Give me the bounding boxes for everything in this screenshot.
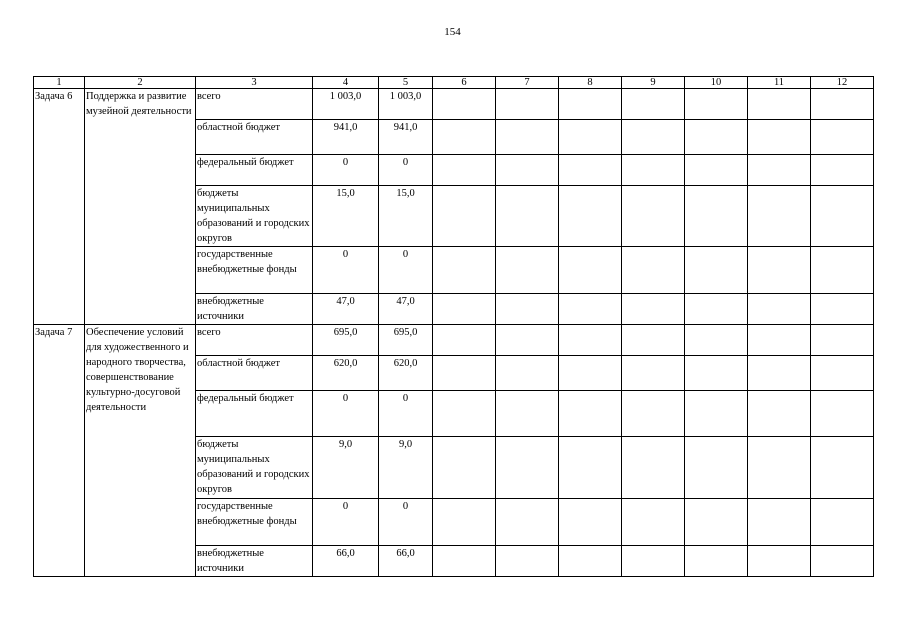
value-col-5: 9,0 (379, 437, 433, 499)
column-header: 12 (811, 77, 874, 89)
empty-cell (685, 89, 748, 120)
empty-cell (748, 120, 811, 155)
funding-source: внебюджетные источники (196, 294, 313, 325)
empty-cell (433, 499, 496, 546)
table-row (34, 89, 874, 120)
column-header: 3 (196, 77, 313, 89)
funding-source: областной бюджет (196, 120, 313, 155)
value-col-4: 0 (313, 247, 379, 294)
value-col-4: 695,0 (313, 325, 379, 356)
funding-source: государственные внебюджетные фонды (196, 499, 313, 546)
empty-cell (433, 437, 496, 499)
empty-cell (748, 546, 811, 577)
empty-cell (559, 247, 622, 294)
value-col-4: 1 003,0 (313, 89, 379, 120)
empty-cell (811, 120, 874, 155)
empty-cell (496, 499, 559, 546)
empty-cell (811, 294, 874, 325)
empty-cell (685, 391, 748, 437)
funding-source: федеральный бюджет (196, 391, 313, 437)
empty-cell (811, 391, 874, 437)
funding-source: всего (196, 89, 313, 120)
value-col-4: 0 (313, 391, 379, 437)
empty-cell (559, 186, 622, 247)
empty-cell (559, 391, 622, 437)
task-title: Обеспечение условий для художественного и народного творчества, совершенствование культурно-досуговой деятельности (85, 325, 196, 577)
column-header: 6 (433, 77, 496, 89)
column-header: 1 (34, 77, 85, 89)
empty-cell (622, 155, 685, 186)
empty-cell (433, 546, 496, 577)
empty-cell (748, 155, 811, 186)
empty-cell (685, 155, 748, 186)
funding-source: бюджеты муниципальных образований и городских округов (196, 437, 313, 499)
column-header: 9 (622, 77, 685, 89)
empty-cell (685, 294, 748, 325)
empty-cell (496, 325, 559, 356)
empty-cell (622, 89, 685, 120)
value-col-4: 941,0 (313, 120, 379, 155)
empty-cell (559, 120, 622, 155)
value-col-4: 0 (313, 499, 379, 546)
empty-cell (433, 391, 496, 437)
funding-source: бюджеты муниципальных образований и городских округов (196, 186, 313, 247)
empty-cell (496, 391, 559, 437)
column-header: 8 (559, 77, 622, 89)
empty-cell (433, 294, 496, 325)
value-col-5: 0 (379, 499, 433, 546)
empty-cell (433, 247, 496, 294)
empty-cell (496, 186, 559, 247)
task-id: Задача 6 (34, 89, 85, 325)
empty-cell (748, 247, 811, 294)
empty-cell (622, 391, 685, 437)
column-header: 11 (748, 77, 811, 89)
empty-cell (748, 186, 811, 247)
empty-cell (748, 437, 811, 499)
empty-cell (622, 120, 685, 155)
funding-source: областной бюджет (196, 356, 313, 391)
empty-cell (433, 120, 496, 155)
value-col-4: 0 (313, 155, 379, 186)
value-col-5: 0 (379, 247, 433, 294)
value-col-4: 66,0 (313, 546, 379, 577)
column-header: 7 (496, 77, 559, 89)
empty-cell (811, 247, 874, 294)
page-number: 154 (444, 26, 461, 38)
empty-cell (559, 499, 622, 546)
empty-cell (496, 120, 559, 155)
empty-cell (622, 186, 685, 247)
empty-cell (433, 325, 496, 356)
empty-cell (559, 294, 622, 325)
empty-cell (685, 186, 748, 247)
value-col-5: 47,0 (379, 294, 433, 325)
value-col-4: 47,0 (313, 294, 379, 325)
empty-cell (811, 499, 874, 546)
empty-cell (622, 325, 685, 356)
empty-cell (685, 325, 748, 356)
column-header: 4 (313, 77, 379, 89)
empty-cell (496, 356, 559, 391)
value-col-5: 0 (379, 391, 433, 437)
empty-cell (496, 155, 559, 186)
empty-cell (496, 247, 559, 294)
value-col-5: 695,0 (379, 325, 433, 356)
empty-cell (559, 437, 622, 499)
empty-cell (622, 356, 685, 391)
column-header: 10 (685, 77, 748, 89)
value-col-4: 9,0 (313, 437, 379, 499)
value-col-4: 15,0 (313, 186, 379, 247)
empty-cell (559, 89, 622, 120)
empty-cell (685, 120, 748, 155)
task-id: Задача 7 (34, 325, 85, 577)
empty-cell (433, 356, 496, 391)
column-header: 2 (85, 77, 196, 89)
empty-cell (811, 325, 874, 356)
empty-cell (622, 294, 685, 325)
empty-cell (811, 186, 874, 247)
value-col-5: 66,0 (379, 546, 433, 577)
empty-cell (433, 155, 496, 186)
empty-cell (685, 499, 748, 546)
empty-cell (748, 356, 811, 391)
empty-cell (685, 356, 748, 391)
empty-cell (748, 89, 811, 120)
empty-cell (811, 437, 874, 499)
budget-table (33, 76, 874, 577)
empty-cell (748, 391, 811, 437)
empty-cell (748, 499, 811, 546)
empty-cell (811, 546, 874, 577)
empty-cell (811, 356, 874, 391)
task-title: Поддержка и развитие музейной деятельности (85, 89, 196, 325)
empty-cell (496, 546, 559, 577)
value-col-5: 1 003,0 (379, 89, 433, 120)
empty-cell (622, 437, 685, 499)
column-number-row (34, 77, 874, 89)
empty-cell (622, 247, 685, 294)
empty-cell (811, 155, 874, 186)
value-col-5: 941,0 (379, 120, 433, 155)
table-row (34, 325, 874, 356)
empty-cell (811, 89, 874, 120)
column-header: 5 (379, 77, 433, 89)
empty-cell (433, 89, 496, 120)
empty-cell (433, 186, 496, 247)
empty-cell (685, 437, 748, 499)
empty-cell (496, 294, 559, 325)
empty-cell (685, 546, 748, 577)
empty-cell (559, 155, 622, 186)
funding-source: государственные внебюджетные фонды (196, 247, 313, 294)
empty-cell (685, 247, 748, 294)
empty-cell (559, 325, 622, 356)
funding-source: федеральный бюджет (196, 155, 313, 186)
empty-cell (748, 325, 811, 356)
value-col-5: 0 (379, 155, 433, 186)
empty-cell (559, 356, 622, 391)
value-col-5: 620,0 (379, 356, 433, 391)
empty-cell (559, 546, 622, 577)
funding-source: внебюджетные источники (196, 546, 313, 577)
funding-source: всего (196, 325, 313, 356)
empty-cell (622, 546, 685, 577)
empty-cell (622, 499, 685, 546)
value-col-5: 15,0 (379, 186, 433, 247)
empty-cell (496, 89, 559, 120)
empty-cell (496, 437, 559, 499)
empty-cell (748, 294, 811, 325)
value-col-4: 620,0 (313, 356, 379, 391)
